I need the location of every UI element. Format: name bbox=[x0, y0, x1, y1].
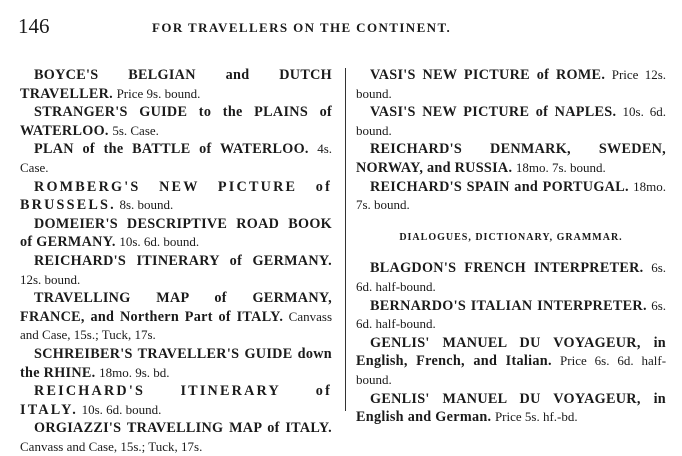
entry-title: STRANGER'S GUIDE to the PLAINS of WATERLOO. bbox=[20, 104, 332, 139]
left-column bbox=[20, 66, 332, 456]
entry-detail: 4s. Case. bbox=[20, 141, 333, 175]
entry-detail: 12s. bound. bbox=[20, 271, 81, 287]
entry-title: REICHARD'S DENMARK, SWEDEN, NORWAY, and RUSSIA. bbox=[356, 141, 666, 176]
entry-detail: Price 6s. 6d. half-bound. bbox=[356, 353, 667, 387]
list-item bbox=[20, 419, 332, 456]
entry-title: VASI'S NEW PICTURE of NAPLES. bbox=[370, 104, 617, 121]
list-item bbox=[20, 215, 332, 252]
entry-title: VASI'S NEW PICTURE of ROME. bbox=[370, 67, 606, 83]
list-item bbox=[356, 297, 666, 334]
entry-title: TRAVELLING MAP of GERMANY, FRANCE, and Northern Part of ITALY. bbox=[20, 290, 332, 325]
list-item bbox=[356, 140, 666, 177]
entry-title: SCHREIBER'S TRAVELLER'S GUIDE down the RHINE. bbox=[20, 345, 332, 381]
entry-detail: 6s. 6d. half-bound. bbox=[356, 260, 667, 294]
entry-detail: 18mo. 7s. bound. bbox=[356, 178, 667, 213]
entry-detail: 10s. 6d. bound. bbox=[356, 104, 667, 138]
entry-detail: Canvass and Case, 15s.; Tuck, 17s. bbox=[20, 308, 333, 343]
entry-title: BOYCE'S BELGIAN and DUTCH TRAVELLER. bbox=[20, 67, 332, 102]
entry-detail: 8s. bound. bbox=[119, 197, 174, 213]
list-item bbox=[20, 289, 332, 345]
entry-title: REICHARD'S SPAIN and PORTUGAL. bbox=[370, 178, 629, 195]
list-item bbox=[20, 345, 332, 382]
list-item bbox=[356, 178, 666, 215]
entry-detail: 18mo. 7s. bound. bbox=[515, 159, 606, 175]
entry-title: GENLIS' MANUEL DU VOYAGEUR, in English and German. bbox=[356, 390, 666, 426]
list-item bbox=[20, 66, 332, 103]
list-item bbox=[20, 252, 332, 289]
entry-detail: Price 12s. bound. bbox=[356, 67, 667, 101]
entry-detail: Canvass and Case, 15s.; Tuck, 17s. bbox=[20, 438, 203, 454]
entry-title: ORGIAZZI'S TRAVELLING MAP of ITALY. bbox=[34, 420, 332, 437]
column-divider bbox=[345, 68, 346, 411]
page-number: 146 bbox=[18, 14, 50, 38]
entry-title: BLAGDON'S FRENCH INTERPRETER. bbox=[370, 260, 644, 277]
entry-title: REICHARD'S ITINERARY of ITALY. bbox=[20, 383, 332, 418]
list-item bbox=[356, 103, 666, 140]
list-item bbox=[20, 140, 332, 177]
entry-title: PLAN of the BATTLE of WATERLOO. bbox=[34, 141, 309, 158]
list-item bbox=[356, 390, 666, 427]
entry-title: GENLIS' MANUEL DU VOYAGEUR, in English, French, and Italian. bbox=[356, 334, 666, 370]
list-item bbox=[20, 103, 332, 140]
entry-detail: 10s. 6d. bound. bbox=[119, 234, 200, 250]
right-column bbox=[356, 66, 666, 427]
entry-detail: 18mo. 9s. bd. bbox=[99, 364, 170, 380]
running-head: FOR TRAVELLERS ON THE CONTINENT. bbox=[152, 20, 452, 35]
entry-title: REICHARD'S ITINERARY of GERMANY. bbox=[34, 252, 332, 269]
list-item bbox=[20, 178, 332, 215]
entry-title: DOMEIER'S DESCRIPTIVE ROAD BOOK of GERMANY. bbox=[20, 215, 332, 251]
entry-detail: Price 9s. bound. bbox=[116, 85, 201, 101]
list-item bbox=[356, 66, 666, 103]
entry-title: ROMBERG'S NEW PICTURE of BRUSSELS. bbox=[20, 178, 332, 214]
entry-detail: 5s. Case. bbox=[112, 122, 159, 138]
list-item bbox=[356, 334, 666, 390]
entry-detail: Price 5s. hf.-bd. bbox=[494, 409, 578, 425]
section-heading: DIALOGUES, DICTIONARY, GRAMMAR. bbox=[399, 231, 623, 243]
entry-detail: 6s. 6d. half-bound. bbox=[356, 297, 666, 332]
entry-detail: 10s. 6d. bound. bbox=[81, 401, 162, 417]
list-item bbox=[356, 259, 666, 296]
list-item bbox=[20, 382, 332, 419]
entry-title: BERNARDO'S ITALIAN INTERPRETER. bbox=[370, 297, 647, 314]
